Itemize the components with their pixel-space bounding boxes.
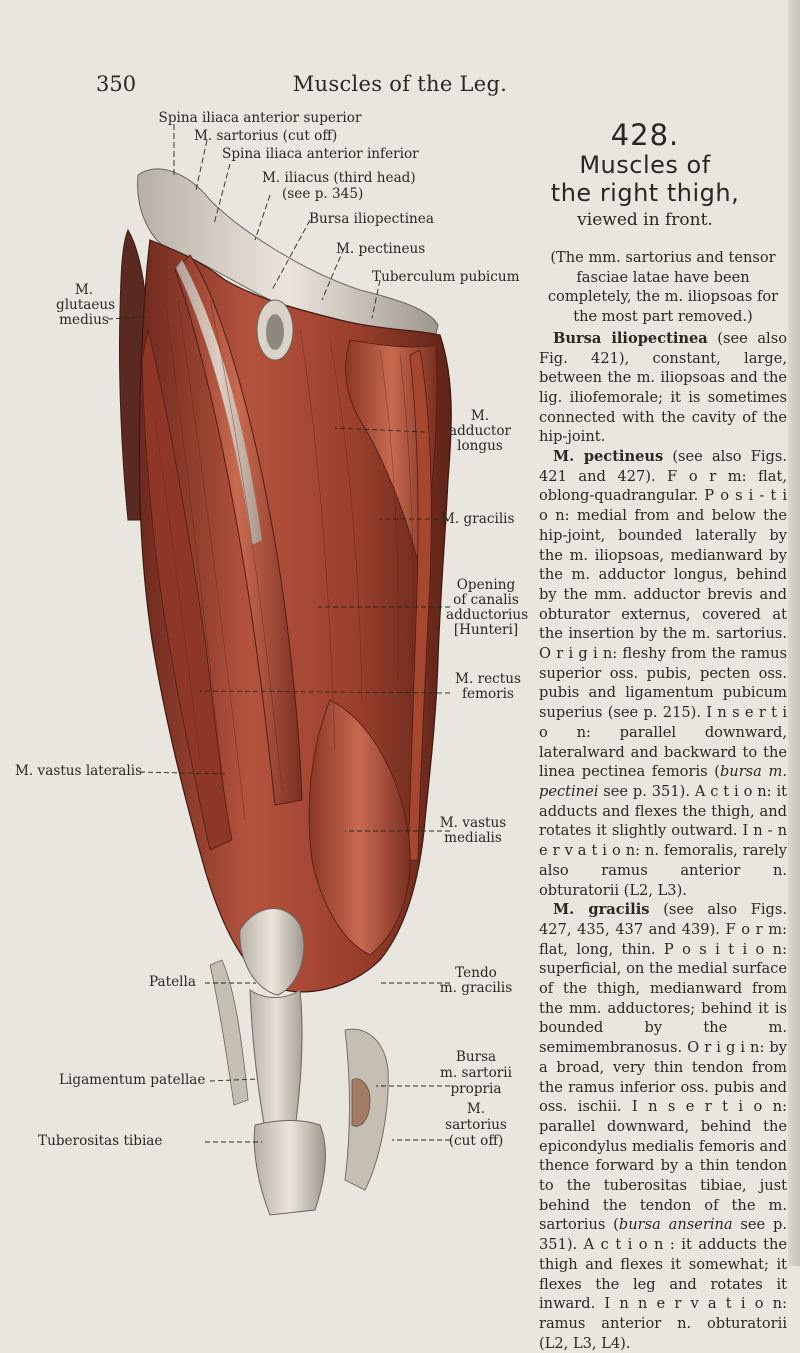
page-number: 350 xyxy=(96,72,137,96)
label-rectus-1: M. rectus xyxy=(455,671,521,687)
label-sartorius-cut: M. sartorius (cut off) xyxy=(194,128,338,144)
label-iliacus: M. iliacus (third head) xyxy=(262,170,416,186)
label-adductor-2: adductor xyxy=(448,423,512,439)
label-tuberositas-tibiae: Tuberositas tibiae xyxy=(38,1133,163,1149)
label-sartorius-2: sartorius xyxy=(445,1117,507,1133)
body-text xyxy=(539,248,787,1353)
body-gracilis-a: (see also Figs. 427, 435, 437 and 439). F o r m: flat, long, thin. P o s i t i o n: superficial, on the medial surface of the thigh, medianward from the mm. adductores; behind it is bounded by the m. semimembranosus. O r i g i n: by a broad, very thin tendon from the ramus inferior oss. pubis and oss. ischii. I n s e r t i o n: parallel downward, behind the epicondylus medialis femoris and thence forward by a thin tendon to the tuberositas tibiae, just behind the tendon of the m. sartorius ( xyxy=(539,901,787,1234)
label-tuberculum-pubicum: Tuberculum pubicum xyxy=(372,269,520,285)
plate-title xyxy=(500,151,790,207)
term-bursa-iliopectinea: Bursa iliopectinea xyxy=(553,329,708,347)
italic-bursa-anserina: bursa anserina xyxy=(618,1216,733,1234)
label-adductor-3: longus xyxy=(457,438,503,454)
label-patella: Patella xyxy=(149,974,196,990)
term-gracilis: M. gracilis xyxy=(553,901,650,919)
label-ligamentum-patellae: Ligamentum patellae xyxy=(59,1072,206,1088)
label-glutaeus-3: medius xyxy=(59,312,109,328)
label-bursa-sartorii-2: m. sartorii xyxy=(440,1065,512,1081)
label-opening-3: adductorius xyxy=(446,607,529,623)
label-iliacus-ref: (see p. 345) xyxy=(282,186,364,202)
label-bursa-sartorii-1: Bursa xyxy=(455,1049,497,1065)
label-spina-iliaca-superior: Spina iliaca anterior superior xyxy=(158,110,362,126)
italic-bursa-pectinei: bursa m. pectinei xyxy=(539,763,787,800)
label-bursa-sartorii-3: propria xyxy=(450,1081,502,1097)
label-tendo-1: Tendo xyxy=(455,965,497,981)
label-spina-iliaca-inferior: Spina iliaca anterior inferior xyxy=(222,146,419,162)
term-pectineus: M. pectineus xyxy=(553,448,664,466)
label-opening-2: of canalis xyxy=(453,592,519,608)
intro-paragraph: (The mm. sartorius and tensor fasciae latae have been completely, the m. iliopsoas for the most part removed.) xyxy=(547,249,779,326)
label-glutaeus-1: M. xyxy=(74,282,94,298)
label-gracilis: M. gracilis xyxy=(441,511,515,527)
label-sartorius-3: (cut off) xyxy=(448,1133,504,1149)
label-vastus-lateralis: M. vastus lateralis xyxy=(15,763,143,779)
label-opening-1: Opening xyxy=(456,577,516,593)
paragraph-bursa-iliopectinea xyxy=(539,329,787,447)
body-pectineus-b: see p. 351). A c t i o n: it adducts and flexes the thigh, and rotates it slightly outward. I n - n e r v a t i o n: n. femoralis, rarely also ramus anterior n. obturatorii (L2, L3). xyxy=(539,782,787,899)
label-glutaeus-2: glutaeus xyxy=(56,297,116,313)
label-sartorius-1: M. xyxy=(466,1101,486,1117)
label-pectineus: M. pectineus xyxy=(336,241,426,257)
plate-title-line-2: the right thigh, xyxy=(550,179,740,207)
paragraph-pectineus xyxy=(539,447,787,900)
label-rectus-2: femoris xyxy=(462,686,514,702)
label-vastus-medialis-1: M. vastus xyxy=(439,815,507,831)
paragraph-gracilis xyxy=(539,900,787,1353)
label-adductor-1: M. xyxy=(470,408,490,424)
label-vastus-medialis-2: medialis xyxy=(444,830,502,846)
label-opening-4: [Hunteri] xyxy=(453,622,519,638)
running-head: Muscles of the Leg. xyxy=(292,72,508,96)
body-pectineus-a: (see also Figs. 421 and 427). F o r m: flat, oblong-quadrangular. P o s i - t i o n: medial from and below the hip-joint, bounded laterally by the m. iliopsoas, medianward by the m. adductor longus, behind by the mm. adductor brevis and obturator externus, covered at the insertion by the m. sartorius. O r i g i n: fleshy from the ramus superior oss. pubis, pecten oss. pubis and ligamentum pubicum superius (see p. 215). I n s e r t i o n: parallel downward, lateralward and backward to the linea pectinea femoris ( xyxy=(539,448,787,781)
plate-number: 428. xyxy=(610,118,680,152)
label-tendo-2: m. gracilis xyxy=(439,980,513,996)
body-bursa-iliopectinea: (see also Fig. 421), constant, large, between the m. iliopsoas and the lig. iliofemorale; it is sometimes connected with the cavity of the hip-joint. xyxy=(539,329,787,446)
body-gracilis-b: see p. 351). A c t i o n : it adducts the thigh and flexes it somewhat; it flexes the leg and rotates it inward. I n n e r v a t i o n: ramus anterior n. obturatorii (L2, L3, L4). xyxy=(539,1216,787,1352)
plate-subtitle: viewed in front. xyxy=(577,210,713,230)
label-bursa-iliopectinea: Bursa iliopectinea xyxy=(309,211,434,227)
plate-title-line-1: Muscles of xyxy=(579,151,711,179)
